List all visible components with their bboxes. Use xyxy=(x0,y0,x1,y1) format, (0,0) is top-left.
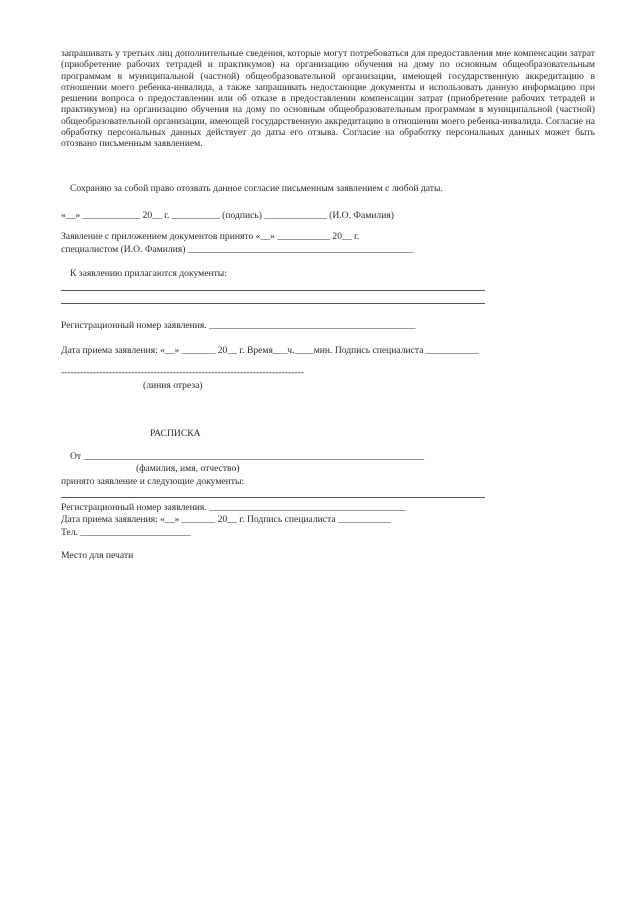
attachments-label: К заявлению прилагаются документы: xyxy=(70,268,227,279)
attachments-rule-1 xyxy=(61,290,485,291)
reserve-right-text: Сохраняю за собой право отозвать данное согласие письменным заявлением с любой даты. xyxy=(70,183,443,194)
receipt-phone-line: Тел. _______________________ xyxy=(61,527,191,538)
receipt-name-caption: (фамилия, имя, отчество) xyxy=(136,463,240,474)
receipt-from-line: От _______________________________________________________________________ xyxy=(70,451,425,462)
accepted-line-1: Заявление с приложением документов принято «__» ___________ 20__ г. xyxy=(61,231,360,242)
reception-date-time-line: Дата приема заявления: «__» _______ 20__ г. Время___ч.____мин. Подпись специалиста ___________ xyxy=(61,345,479,356)
applicant-signature-line: «__» ____________ 20__ г. __________ (подпись) _____________ (И.О. Фамилия) xyxy=(61,210,394,221)
consent-paragraph: запрашивать у третьих лиц дополнительные сведения, которые могут потребоваться для предоставления мне компенсации затрат (приобретение рабочих тетрадей и практикумов) на организацию обучения на дому по основным общеобразовательным программам в муниципальной (частной) общеобразовательной организации, имеющей государственную аккредитацию в отношении моего ребенка-инвалида, а также запрашивать недостающие документы и использовать данную информацию при решении вопроса о предоставлении или об отказе в предоставлении компенсации затрат (приобретение рабочих тетрадей и практикумов) на организацию обучения на дому по основным общеобразовательным программам в муниципальной (частной) общеобразовательной организации, имеющей государственную аккредитацию в отношении моего ребенка-инвалида. Согласие на обработку персональных данных действует до даты его отзыва. Согласие на обработку персональных данных может быть отозвано письменным заявлением. xyxy=(61,48,595,150)
receipt-date-line: Дата приема заявления: «__» _______ 20__ г. Подпись специалиста ___________ xyxy=(61,514,391,525)
cut-line-caption: (линия отреза) xyxy=(143,380,203,391)
receipt-docs-rule xyxy=(61,497,485,498)
stamp-place-label: Место для печати xyxy=(61,550,134,561)
receipt-title: РАСПИСКА xyxy=(150,428,201,439)
registration-number-line: Регистрационный номер заявления. ___________________________________________ xyxy=(61,320,416,331)
cut-line: ---------------------------------------------------------------------------- xyxy=(61,367,304,378)
attachments-rule-2 xyxy=(61,303,485,304)
receipt-accepted-docs: принято заявление и следующие документы: xyxy=(61,476,245,487)
accepted-line-2: специалистом (И.О. Фамилия) _______________________________________________ xyxy=(61,244,414,255)
receipt-registration-number: Регистрационный номер заявления. _________________________________________ xyxy=(61,502,406,513)
